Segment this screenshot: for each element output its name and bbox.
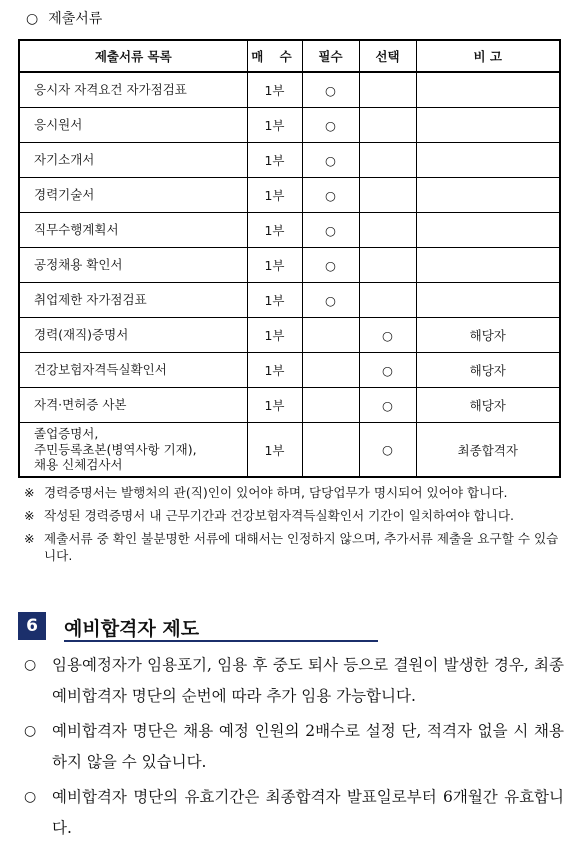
paragraph-text: 임용예정자가 임용포기, 임용 후 중도 퇴사 등으로 결원이 발생한 경우, 최종 예비합격자 명단의 순번에 따라 추가 임용 가능합니다. [52, 656, 564, 705]
section-title: 예비합격자 제도 [64, 618, 200, 640]
document-name: 응시원서 [19, 108, 247, 143]
table-row [19, 423, 560, 478]
document-name-line: 졸업증명서, [34, 426, 99, 442]
document-name: 경력기술서 [19, 178, 247, 213]
document-count: 1부 [247, 72, 302, 108]
remarks [416, 143, 560, 178]
remarks [416, 178, 560, 213]
document-count: 1부 [247, 248, 302, 283]
document-count: 1부 [247, 108, 302, 143]
remarks [416, 72, 560, 108]
section-header [18, 612, 378, 642]
note-item [24, 530, 564, 564]
required-mark: ○ [302, 143, 359, 178]
paragraph-bullet: ○ [24, 657, 37, 673]
paragraph-text: 예비합격자 명단은 채용 예정 인원의 2배수로 설정 단, 적격자 없을 시 채용하지 않을 수 있습니다. [52, 722, 564, 771]
remarks [416, 108, 560, 143]
paragraph-bullet: ○ [24, 789, 37, 805]
paragraph-bullet: ○ [24, 723, 37, 739]
document-name-line: 주민등록초본(병역사항 기재), [34, 441, 197, 457]
document-name: 취업제한 자가점검표 [19, 283, 247, 318]
table-row [19, 353, 560, 388]
required-mark: ○ [302, 248, 359, 283]
remarks: 최종합격자 [416, 423, 560, 478]
remarks [416, 248, 560, 283]
optional-mark: ○ [359, 388, 416, 423]
required-mark: ○ [302, 283, 359, 318]
table-row [19, 213, 560, 248]
paragraph-item [24, 650, 564, 712]
optional-mark: ○ [359, 423, 416, 478]
note-text: 경력증명서는 발행처의 관(직)인이 있어야 하며, 담당업무가 명시되어 있어야 합니다. [44, 485, 508, 500]
note-text: 제출서류 중 확인 불분명한 서류에 대해서는 인정하지 않으며, 추가서류 제출을 요구할 수 있습니다. [44, 531, 559, 563]
document-name: 경력(재직)증명서 [19, 318, 247, 353]
optional-mark [359, 283, 416, 318]
header-optional: 선택 [359, 40, 416, 72]
optional-mark [359, 248, 416, 283]
required-mark [302, 388, 359, 423]
optional-mark [359, 108, 416, 143]
reference-mark: ※ [24, 508, 35, 523]
header-remarks: 비 고 [416, 40, 560, 72]
header-count: 매 수 [247, 40, 302, 72]
section-heading [26, 8, 102, 28]
required-mark: ○ [302, 213, 359, 248]
document-name-line: 채용 신체검사서 [34, 457, 123, 473]
optional-mark: ○ [359, 353, 416, 388]
table-row [19, 108, 560, 143]
remarks: 해당자 [416, 388, 560, 423]
remarks [416, 213, 560, 248]
document-name: 공정채용 확인서 [19, 248, 247, 283]
table-row [19, 388, 560, 423]
document-count: 1부 [247, 143, 302, 178]
note-item [24, 507, 564, 524]
heading-text: 제출서류 [48, 11, 103, 27]
document-count: 1부 [247, 318, 302, 353]
optional-mark [359, 213, 416, 248]
documents-table [18, 39, 561, 478]
document-name: 건강보험자격득실확인서 [19, 353, 247, 388]
header-document-list: 제출서류 목록 [19, 40, 247, 72]
required-mark: ○ [302, 178, 359, 213]
notes-block [24, 484, 564, 570]
paragraph-text: 예비합격자 명단의 유효기간은 최종합격자 발표일로부터 6개월간 유효합니다. [52, 788, 564, 837]
document-name: 직무수행계획서 [19, 213, 247, 248]
document-name: 자기소개서 [19, 143, 247, 178]
remarks: 해당자 [416, 318, 560, 353]
required-mark [302, 318, 359, 353]
optional-mark [359, 72, 416, 108]
remarks [416, 283, 560, 318]
document-name [19, 423, 247, 478]
table-row [19, 318, 560, 353]
header-required: 필수 [302, 40, 359, 72]
document-name: 자격·면허증 사본 [19, 388, 247, 423]
table-row [19, 72, 560, 108]
optional-mark: ○ [359, 318, 416, 353]
document-count: 1부 [247, 213, 302, 248]
required-mark: ○ [302, 72, 359, 108]
paragraphs-block [24, 650, 564, 848]
remarks: 해당자 [416, 353, 560, 388]
section-underline [64, 640, 378, 642]
document-count: 1부 [247, 388, 302, 423]
section-number: 6 [18, 612, 46, 640]
table-row [19, 178, 560, 213]
table-row [19, 283, 560, 318]
note-item [24, 484, 564, 501]
required-mark [302, 423, 359, 478]
reference-mark: ※ [24, 531, 35, 546]
note-text: 작성된 경력증명서 내 근무기간과 건강보험자격득실확인서 기간이 일치하여야 합니다. [44, 508, 514, 523]
required-mark [302, 353, 359, 388]
paragraph-item [24, 782, 564, 844]
reference-mark: ※ [24, 485, 35, 500]
optional-mark [359, 178, 416, 213]
table-header-row [19, 40, 560, 72]
heading-bullet: ○ [26, 11, 39, 27]
document-count: 1부 [247, 283, 302, 318]
table-row [19, 143, 560, 178]
document-count: 1부 [247, 178, 302, 213]
document-name: 응시자 자격요건 자가점검표 [19, 72, 247, 108]
table-row [19, 248, 560, 283]
paragraph-item [24, 716, 564, 778]
document-count: 1부 [247, 423, 302, 478]
document-count: 1부 [247, 353, 302, 388]
optional-mark [359, 143, 416, 178]
required-mark: ○ [302, 108, 359, 143]
